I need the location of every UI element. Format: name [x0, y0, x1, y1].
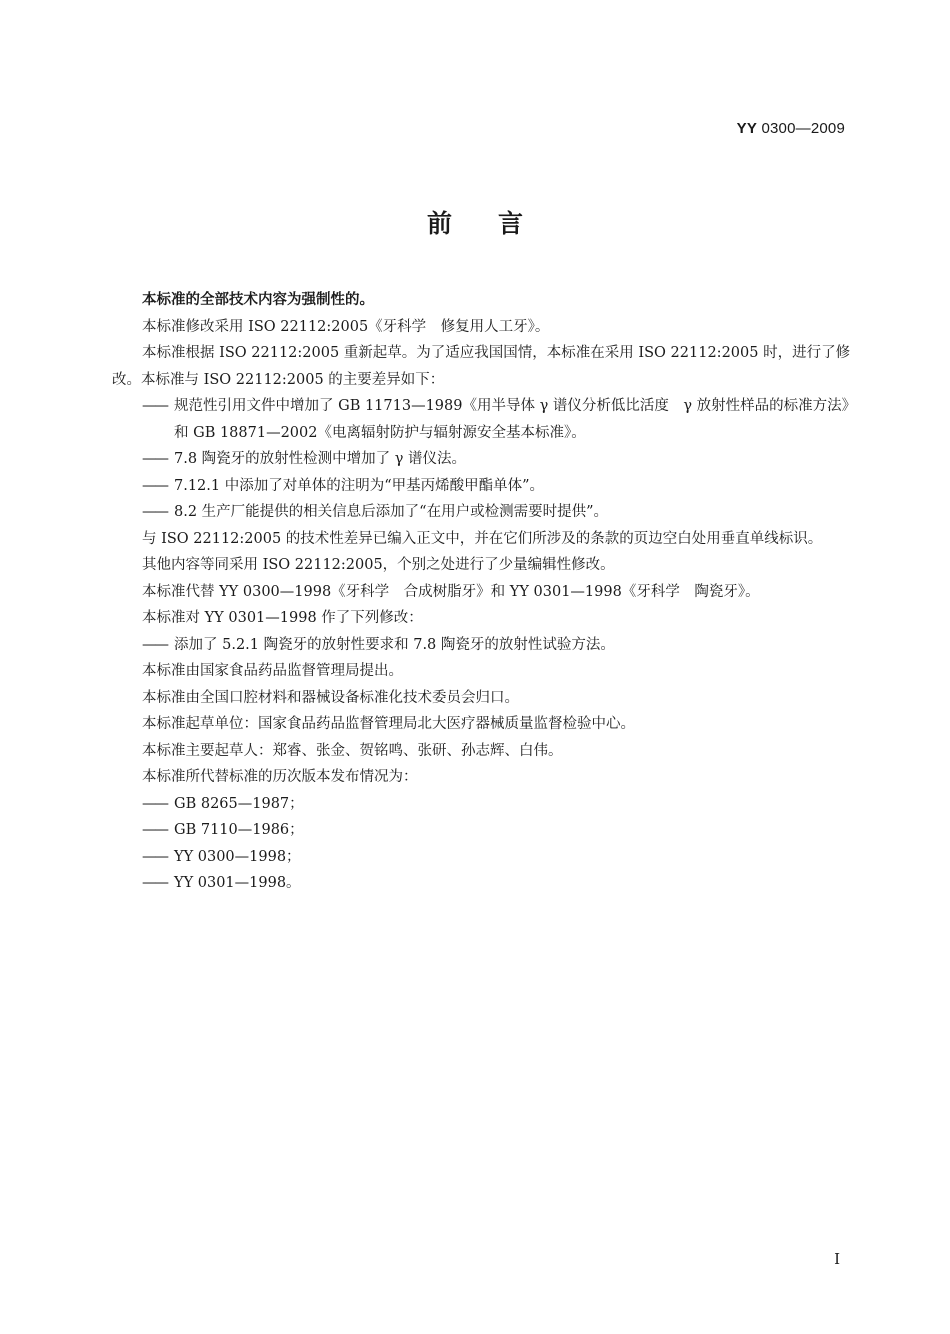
- paragraph-redraft: 本标准根据 ISO 22112:2005 重新起草。为了适应我国国情，本标准在采用 ISO 22112:2005 时，进行了修改。本标准与 ISO 22112:2005 的主要差异如下：: [112, 345, 851, 388]
- difference-item: —— 7.12.1 中添加了对单体的注明为“甲基丙烯酸甲酯单体”。: [112, 473, 852, 500]
- paragraph-modifications: 本标准对 YY 0301—1998 作了下列修改：: [142, 610, 423, 626]
- paragraph-replaces: 本标准代替 YY 0300—1998《牙科学 合成树脂牙》和 YY 0301—1998《牙科学 陶瓷牙》。: [142, 583, 760, 600]
- standard-prefix: YY: [736, 120, 758, 137]
- standard-number: [737, 120, 845, 137]
- history-item: —— YY 0300—1998；: [112, 844, 852, 871]
- history-item: —— GB 7110—1986；: [112, 817, 852, 844]
- paragraph-mandatory: 本标准的全部技术内容为强制性的。: [142, 292, 374, 308]
- history-item: —— YY 0301—1998。: [112, 870, 852, 897]
- history-item: —— GB 8265—1987；: [112, 791, 852, 818]
- foreword-body: [112, 287, 852, 897]
- difference-item: —— 规范性引用文件中增加了 GB 11713—1989《用半导体 γ 谱仪分析低比活度 γ 放射性样品的标准方法》和 GB 18871—2002《电离辐射防护与辐射源安全基本标准》。: [112, 393, 852, 446]
- difference-item: —— 8.2 生产厂能提供的相关信息后添加了“在用户或检测需要时提供”。: [112, 499, 852, 526]
- paragraph-drafting-unit: 本标准起草单位：国家食品药品监督管理局北大医疗器械质量监督检验中心。: [142, 716, 635, 732]
- paragraph-centralized-by: 本标准由全国口腔材料和器械设备标准化技术委员会归口。: [142, 689, 519, 706]
- page-title: 前言: [426, 209, 569, 238]
- paragraph-drafters: 本标准主要起草人：郑睿、张金、贺铭鸣、张研、孙志辉、白伟。: [142, 742, 563, 759]
- modification-item: —— 添加了 5.2.1 陶瓷牙的放射性要求和 7.8 陶瓷牙的放射性试验方法。: [112, 632, 852, 659]
- paragraph-history: 本标准所代替标准的历次版本发布情况为：: [142, 769, 418, 785]
- page-number: I: [834, 1250, 840, 1268]
- paragraph-technical-differences: 与 ISO 22112:2005 的技术性差异已编入正文中，并在它们所涉及的条款的页边空白处用垂直单线标识。: [142, 530, 823, 547]
- difference-item: —— 7.8 陶瓷牙的放射性检测中增加了 γ 谱仪法。: [112, 446, 852, 473]
- paragraph-proposed-by: 本标准由国家食品药品监督管理局提出。: [142, 663, 403, 679]
- paragraph-adoption: 本标准修改采用 ISO 22112:2005《牙科学 修复用人工牙》。: [142, 318, 550, 335]
- paragraph-other-content: 其他内容等同采用 ISO 22112:2005，个别之处进行了少量编辑性修改。: [142, 557, 615, 573]
- standard-code: 0300—2009: [757, 120, 845, 137]
